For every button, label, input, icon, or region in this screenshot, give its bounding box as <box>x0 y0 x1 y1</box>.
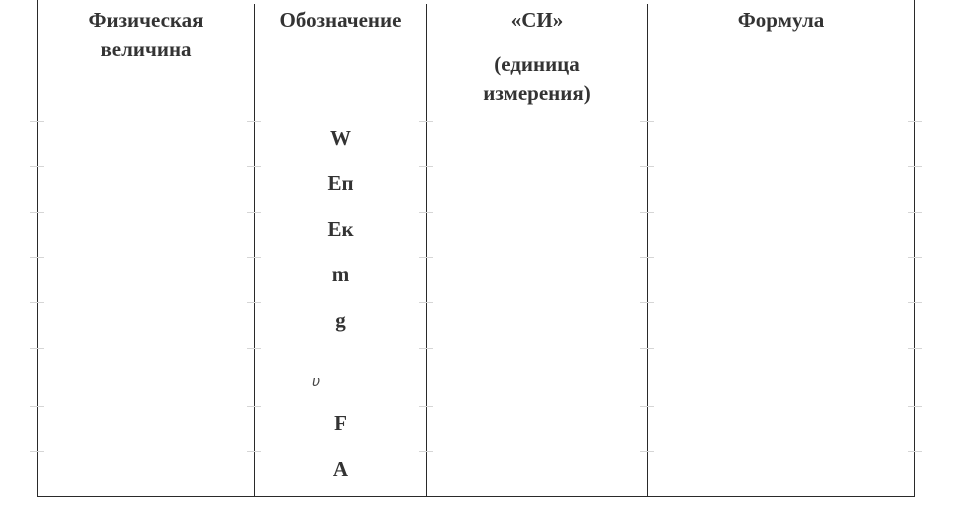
header-formula: Формула <box>737 8 825 32</box>
symbol-cell: υ <box>312 374 321 390</box>
header-si-subtitle: (единица измерения) <box>483 52 591 105</box>
symbol-cell: F <box>334 411 347 435</box>
header-symbol: Обозначение <box>279 8 402 32</box>
column-divider <box>426 4 427 497</box>
header-quantity: Физическая величина <box>88 8 204 61</box>
symbol-cell: m <box>331 262 350 286</box>
symbol-cell: g <box>335 308 346 332</box>
symbol-cell: A <box>332 457 349 481</box>
column-divider <box>647 4 648 497</box>
symbol-cell: W <box>330 126 351 150</box>
header-si-title: «СИ» <box>510 8 564 32</box>
symbol-cell: Еп <box>327 171 354 195</box>
symbol-cell: Ек <box>327 217 354 241</box>
